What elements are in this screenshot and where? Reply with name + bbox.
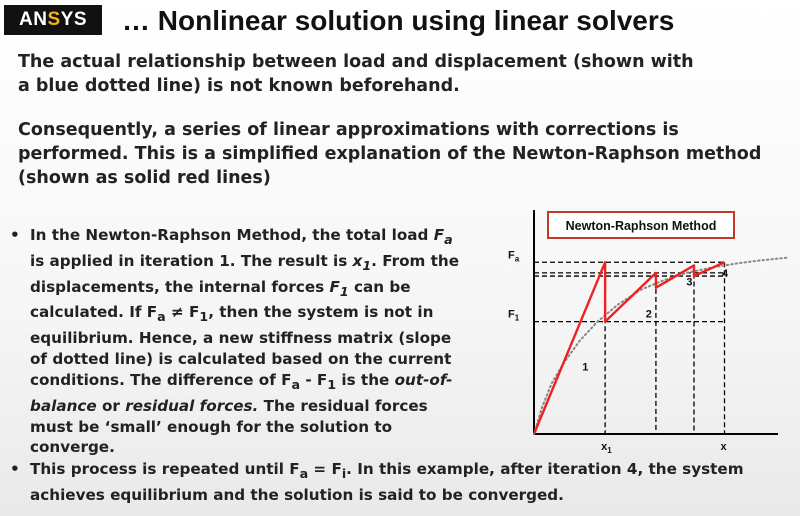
residual-forces-term: residual forces. [125, 396, 259, 415]
bullet-dot-icon: • [10, 226, 20, 244]
newton-raphson-chart [498, 200, 798, 458]
Fa-symbol: F [433, 226, 445, 244]
y-tick-label: $F_a$ [508, 249, 520, 264]
bullet-item-method: • In the Newton-Raphson Method, the total load $F_a$ is applied in iteration 1. The result is $x_1$. From the displacements, the internal forces $F_1$ can be calculated. If $F_a \ne F_1$, then the system is not in equilibrium. Hence, a new stiffness matrix (slope of dotted line) is calculated based on the current conditions. The difference of $F_a - F_1$ is the out-of-balance or residual forces. The residual forces must be ‘small’ enough for the solution to converge. [10, 226, 460, 457]
bullet-dot-icon: • [10, 460, 20, 478]
chart-title: Newton-Raphson Method [565, 219, 717, 233]
intro-paragraph-2: Consequently, a series of linear approximations with corrections is performed. This is a simplified explanation of the Newton-Raphson method (shown as solid red lines) [18, 120, 762, 188]
bullet-list-method [0, 225, 460, 458]
slide-title: … Nonlinear solution using linear solvers [122, 5, 675, 36]
iteration-label: 2 [645, 308, 652, 321]
out-of-balance-term: out-of-balance [30, 370, 453, 415]
newton-raphson-path [534, 262, 725, 434]
x-tick-label: x [720, 441, 727, 453]
F1-symbol: F [329, 277, 340, 296]
bullet-item-convergence: • This process is repeated until $F_a = F_i$. In this example, after iteration 4, the system achieves equilibrium and the solution is said to be converged. [10, 460, 744, 504]
x1-symbol: x [352, 251, 363, 270]
plot-area [508, 210, 788, 455]
bullet-list-convergence [0, 459, 795, 506]
ansys-logo: ANSYS [4, 5, 102, 35]
y-tick-label: $F_1$ [508, 308, 520, 323]
iteration-label: 4 [721, 268, 729, 281]
iteration-label: 3 [686, 276, 693, 289]
x-tick-label: $x_1$ [601, 441, 612, 455]
iteration-label: 1 [582, 361, 589, 374]
intro-paragraph-1: The actual relationship between load and displacement (shown with a blue dotted line) is not known beforehand. [18, 52, 694, 96]
